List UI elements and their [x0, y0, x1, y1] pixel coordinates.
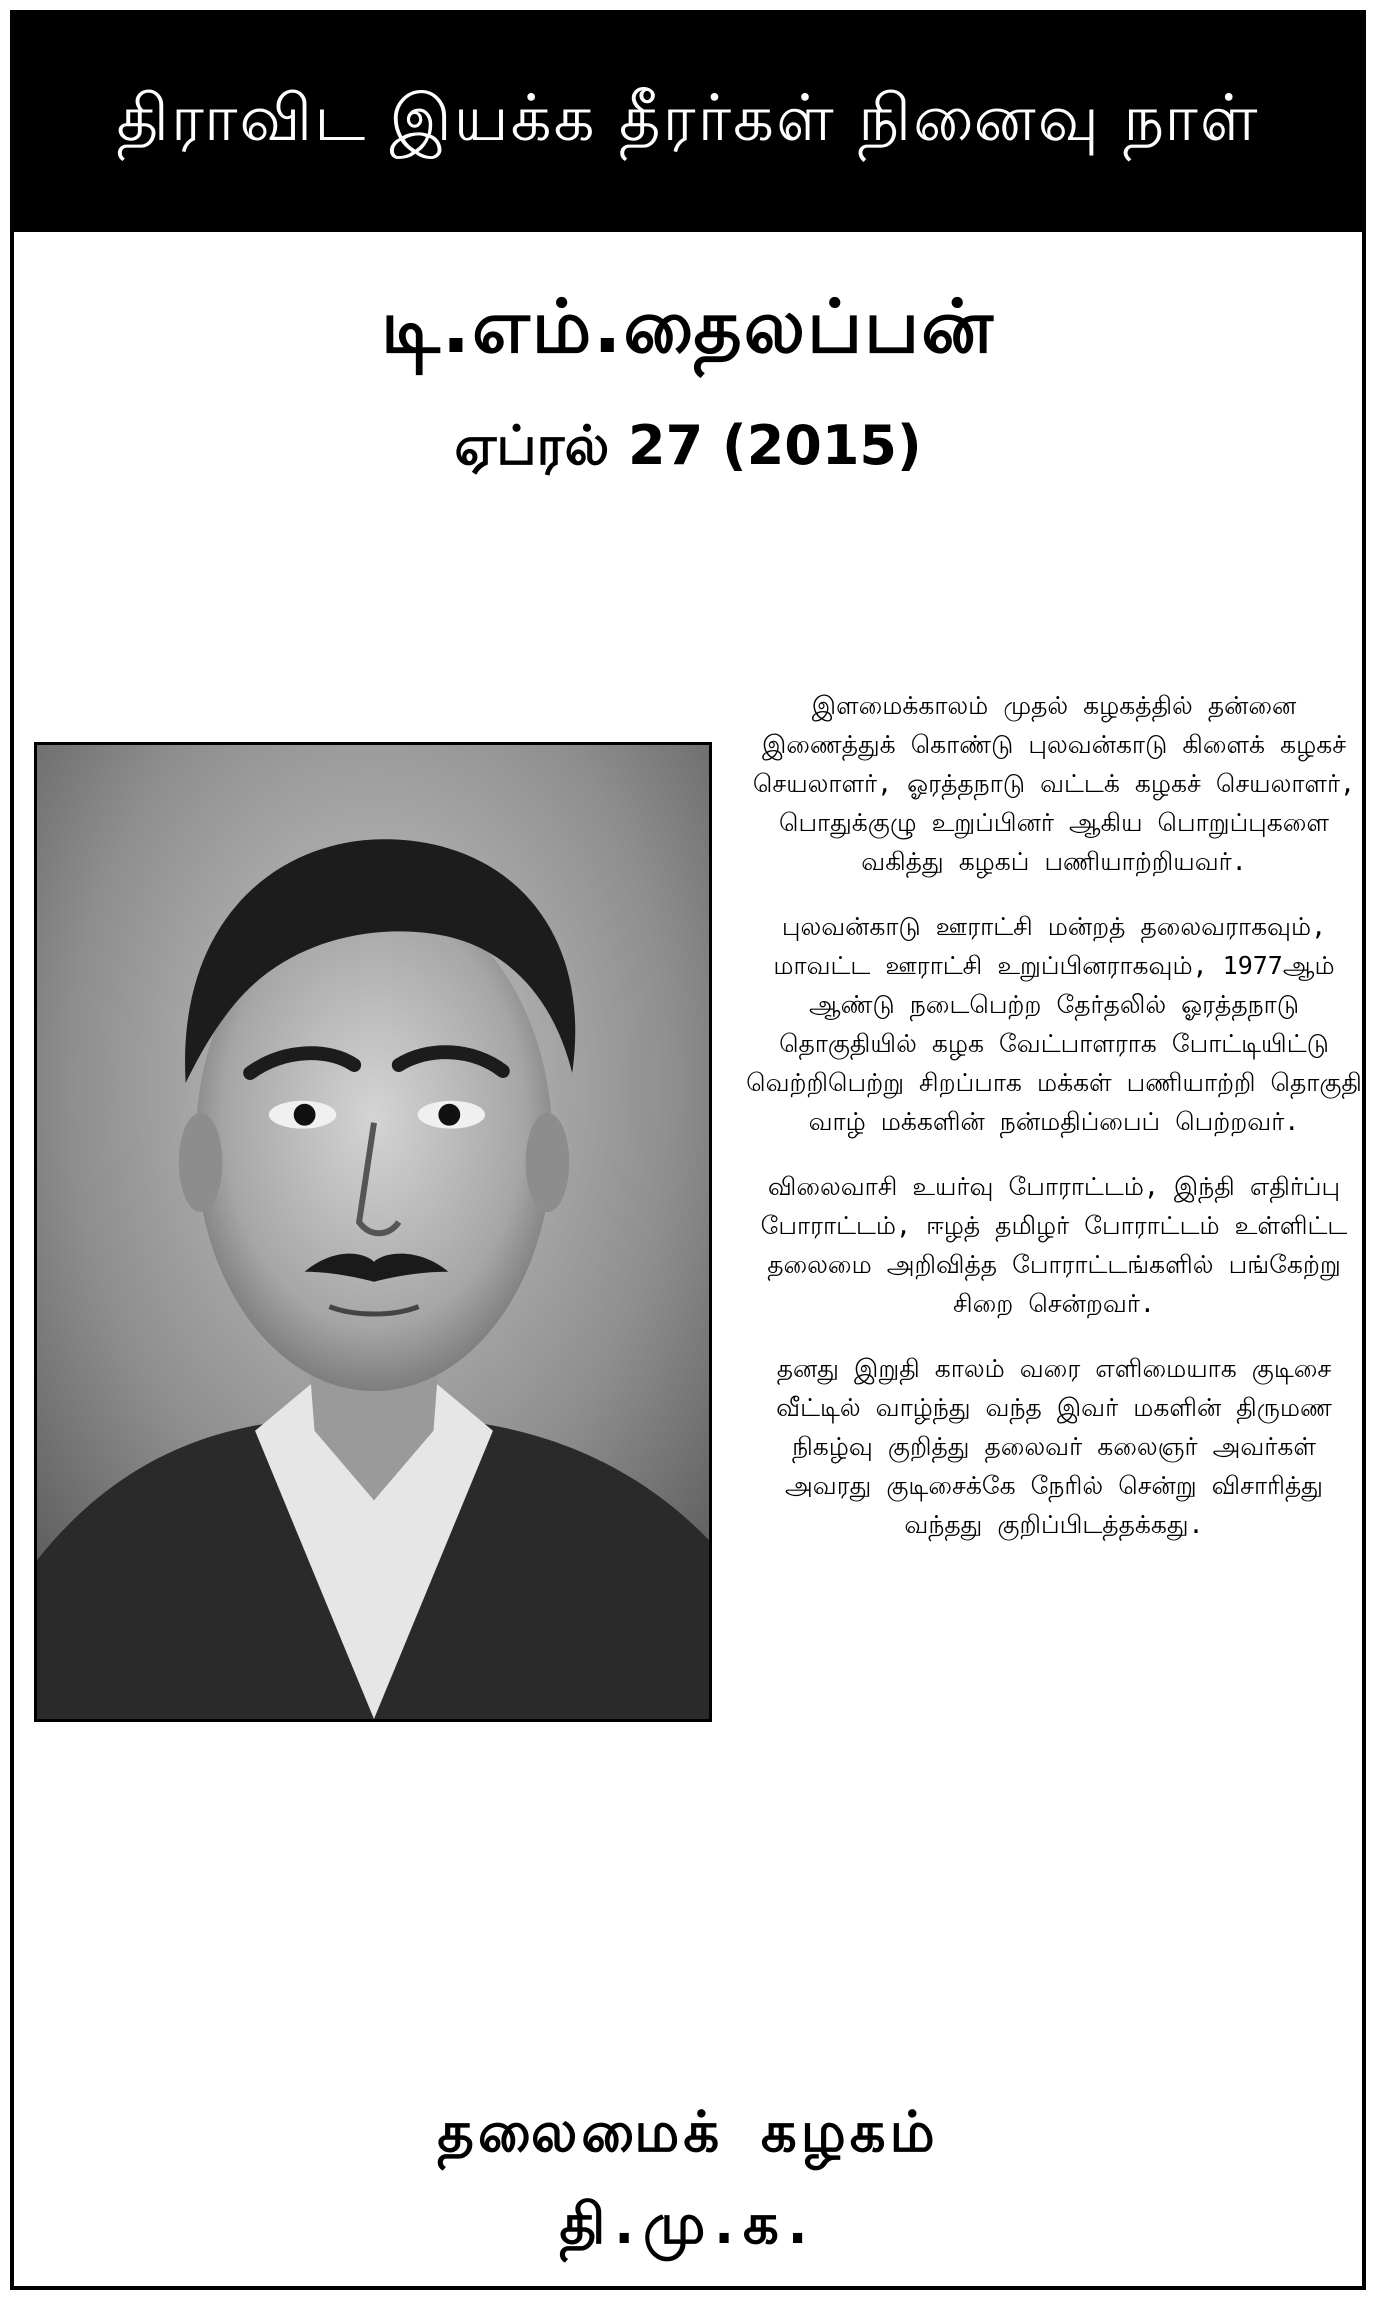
- person-name: டி.எம்.தைலப்பன்: [381, 284, 995, 370]
- header-banner: [14, 14, 1362, 232]
- memorial-date: ஏப்ரல் 27 (2015): [454, 414, 922, 477]
- bio-paragraph: புலவன்காடு ஊராட்சி மன்றத் தலைவராகவும், மாவட்ட ஊராட்சி உறுப்பினராகவும், 1977ஆம் ஆண்டு நடைபெற்ற தேர்தலில் ஓரத்தநாடு தொகுதியில் கழக வேட்பாளராக போட்டியிட்டு வெற்றிபெற்று சிறப்பாக மக்கள் பணியாற்றி தொகுதி வாழ் மக்களின் நன்மதிப்பைப் பெற்றவர்.: [746, 912, 1362, 1136]
- memorial-poster: [10, 10, 1366, 2290]
- biography: [744, 686, 1364, 1570]
- signature-party: தி.மு.க.: [559, 2192, 817, 2257]
- bio-paragraph: தனது இறுதி காலம் வரை எளிமையாக குடிசை வீட்டில் வாழ்ந்து வந்த இவர் மகளின் திருமண நிகழ்வு குறித்து தலைவர் கலைஞர் அவர்கள் அவரது குடிசைக்கே நேரில் சென்று விசாரித்து வந்தது குறிப்பிடத்தக்கது.: [776, 1354, 1332, 1539]
- bio-paragraph: விலைவாசி உயர்வு போராட்டம், இந்தி எதிர்ப்பு போராட்டம், ஈழத் தமிழர் போராட்டம் உள்ளிட்ட தலைமை அறிவித்த போராட்டங்களில் பங்கேற்று சிறை சென்றவர்.: [760, 1172, 1348, 1318]
- banner-title: திராவிட இயக்க தீரர்கள் நினைவு நாள்: [116, 82, 1260, 156]
- signature-organization: தலைமைக் கழகம்: [437, 2100, 939, 2165]
- bio-paragraph: இளமைக்காலம் முதல் கழகத்தில் தன்னை இணைத்துக் கொண்டு புலவன்காடு கிளைக் கழகச் செயலாளர், ஓரத்தநாடு வட்டக் கழகச் செயலாளர், பொதுக்குழு உறுப்பினர் ஆகிய பொறுப்புகளை வகித்து கழகப் பணியாற்றியவர்.: [752, 691, 1356, 876]
- portrait-photo: [34, 742, 712, 1722]
- portrait-image: [37, 745, 709, 1719]
